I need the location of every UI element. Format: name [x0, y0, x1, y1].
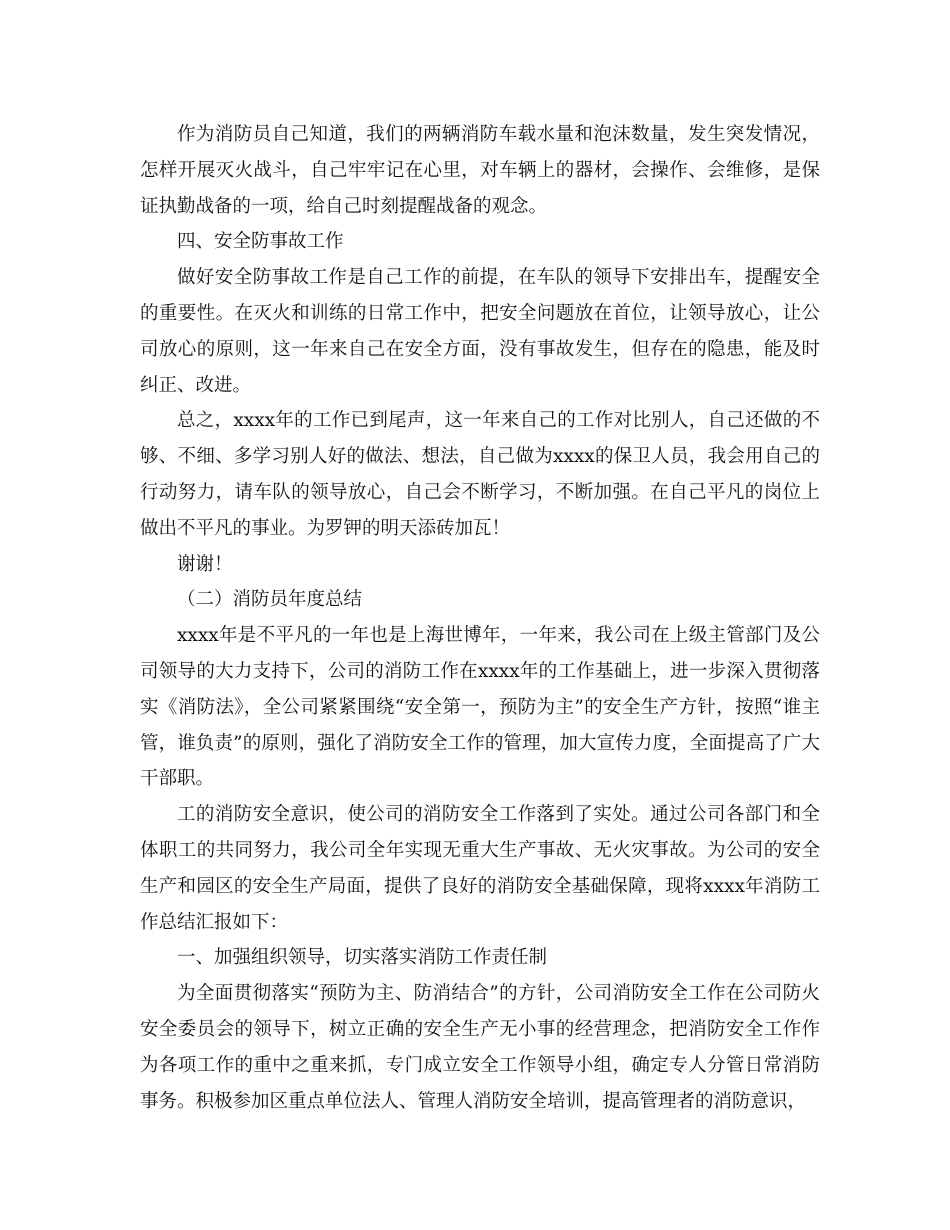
closing-thanks: 谢谢！ [177, 553, 233, 575]
document-body [140, 117, 820, 1119]
paragraph-annual-intro: xxxx年是不平凡的一年也是上海世博年，一年来，我公司在上级主管部门及公司领导的大力支持下，公司的消防工作在xxxx年的工作基础上，进一步深入贯彻落实《消防法》，全公司紧紧围绕“安全第一，预防为主”的安全生产方针，按照“谁主管，谁负责”的原则，强化了消防安全工作的管理，加大宣传力度，全面提高了广大干部职。 [140, 625, 820, 790]
heading-organization-leadership: 一、加强组织领导，切实落实消防工作责任制 [177, 947, 548, 969]
paragraph-safety-work: 做好安全防事故工作是自己工作的前提，在车队的领导下安排出车，提醒安全的重要性。在灭火和训练的日常工作中，把安全问题放在首位，让领导放心，让公司放心的原则，这一年来自己在安全方面，没有事故发生，但存在的隐患，能及时纠正、改进。 [140, 267, 820, 396]
heading-safety-work: 四、安全防事故工作 [177, 231, 344, 253]
paragraph-leadership-details: 为全面贯彻落实“预防为主、防消结合”的方针，公司消防安全工作在公司防火安全委员会的领导下，树立正确的安全生产无小事的经营理念，把消防安全工作作为各项工作的重中之重来抓，专门成立安全工作领导小组，确定专人分管日常消防事务。积极参加区重点单位法人、管理人消防安全培训，提高管理者的消防意识， [140, 983, 820, 1112]
paragraph-conclusion: 总之，xxxx年的工作已到尾声，这一年来自己的工作对比别人，自己还做的不够、不细、多学习别人好的做法、想法，自己做为xxxx的保卫人员，我会用自己的行动努力，请车队的领导放心，自己会不断学习，不断加强。在自己平凡的岗位上做出不平凡的事业。为罗钾的明天添砖加瓦！ [140, 410, 820, 539]
paragraph-truck-readiness: 作为消防员自己知道，我们的两辆消防车载水量和泡沫数量，发生突发情况，怎样开展灭火战斗，自己牢牢记在心里，对车辆上的器材，会操作、会维修，是保证执勤战备的一项，给自己时刻提醒战备的观念。 [140, 124, 820, 217]
paragraph-awareness: 工的消防安全意识，使公司的消防安全工作落到了实处。通过公司各部门和全体职工的共同努力，我公司全年实现无重大生产事故、无火灾事故。为公司的安全生产和园区的安全生产局面，提供了良好的消防安全基础保障，现将xxxx年消防工作总结汇报如下： [140, 804, 820, 933]
section-title-annual-summary: （二）消防员年度总结 [177, 589, 363, 611]
